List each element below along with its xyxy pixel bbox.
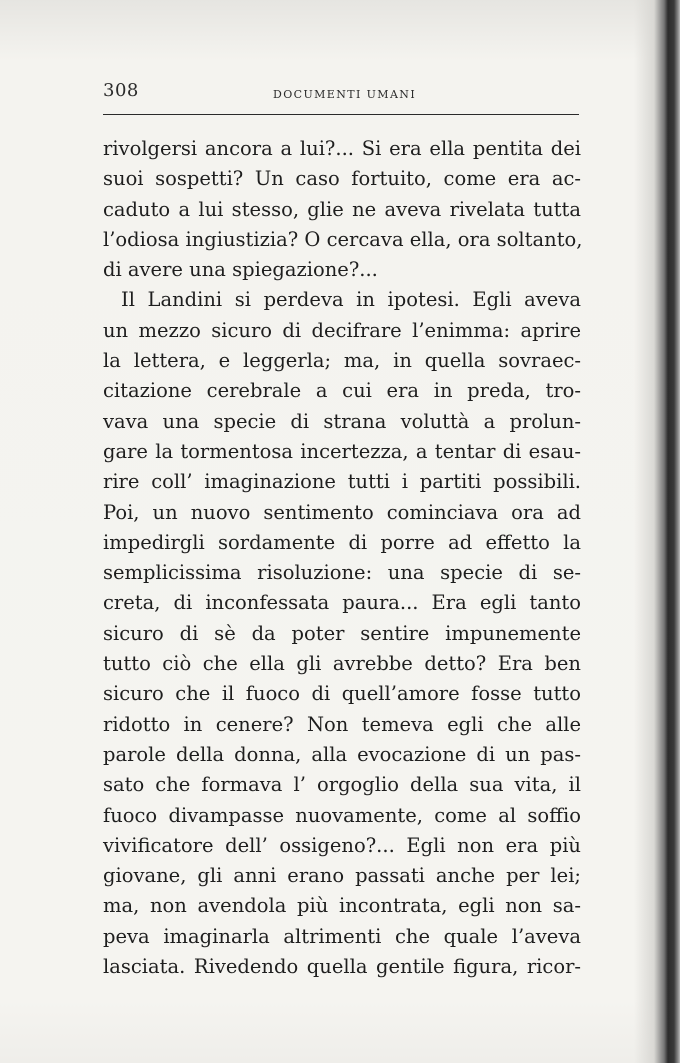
text-line: ma, non avendola più incontrata, egli non sa-	[103, 894, 581, 918]
text-body	[103, 134, 581, 982]
text-line: rivolgersi ancora a lui?... Si era ella pentita dei	[103, 137, 581, 160]
text-line: Il Landini si perdeva in ipotesi. Egli aveva	[121, 288, 581, 312]
text-line: un mezzo sicuro di decifrare l’enimma: aprire	[103, 318, 581, 342]
page-header	[103, 80, 577, 106]
text-line: vava una specie di strana voluttà a prolun-	[103, 409, 581, 433]
text-line: lasciata. Rivedendo quella gentile figura, ricor-	[103, 955, 581, 979]
text-line: peva imaginarla altrimenti che quale l’aveva	[103, 924, 581, 948]
text-line: sato che formava l’ orgoglio della sua vita, il	[103, 773, 581, 797]
text-line: tutto ciò che ella gli avrebbe detto? Era ben	[103, 652, 581, 676]
text-line: sicuro di sè da poter sentire impunemente	[103, 621, 581, 645]
text-line: la lettera, e leggerla; ma, in quella sovraec-	[103, 349, 581, 373]
text-line: creta, di inconfessata paura... Era egli tanto	[103, 591, 581, 615]
text-line: giovane, gli anni erano passati anche per lei;	[103, 864, 581, 888]
text-line: l’odiosa ingiustizia? O cercava ella, ora soltanto,	[103, 227, 583, 251]
text-line: gare la tormentosa incertezza, a tentar di esau-	[103, 439, 581, 463]
text-line: vivificatore dell’ ossigeno?... Egli non era più	[103, 833, 581, 857]
header-rule	[103, 114, 579, 115]
text-line: sicuro che il fuoco di quell’amore fosse tutto	[103, 682, 581, 706]
text-line: ridotto in cenere? Non temeva egli che alle	[103, 712, 581, 736]
text-line: rire coll’ imaginazione tutti i partiti possibili.	[103, 470, 581, 494]
text-line: Poi, un nuovo sentimento cominciava ora ad	[103, 500, 581, 524]
text-line: impedirgli sordamente di porre ad effetto la	[103, 530, 581, 554]
page-number: 308	[103, 80, 139, 101]
text-line: semplicissima risoluzione: una specie di se-	[103, 561, 581, 585]
text-line: fuoco divampasse nuovamente, come al soffio	[103, 803, 581, 827]
text-line: citazione cerebrale a cui era in preda, tro-	[103, 379, 581, 403]
book-spine-shadow	[634, 0, 680, 1063]
text-line: parole della donna, alla evocazione di un pas-	[103, 742, 581, 766]
text-line: suoi sospetti? Un caso fortuito, come era ac-	[103, 167, 581, 191]
running-title: DOCUMENTI UMANI	[273, 88, 417, 101]
text-line: di avere una spiegazione?...	[103, 258, 378, 282]
text-line: caduto a lui stesso, glie ne aveva rivelata tutta	[103, 197, 581, 221]
